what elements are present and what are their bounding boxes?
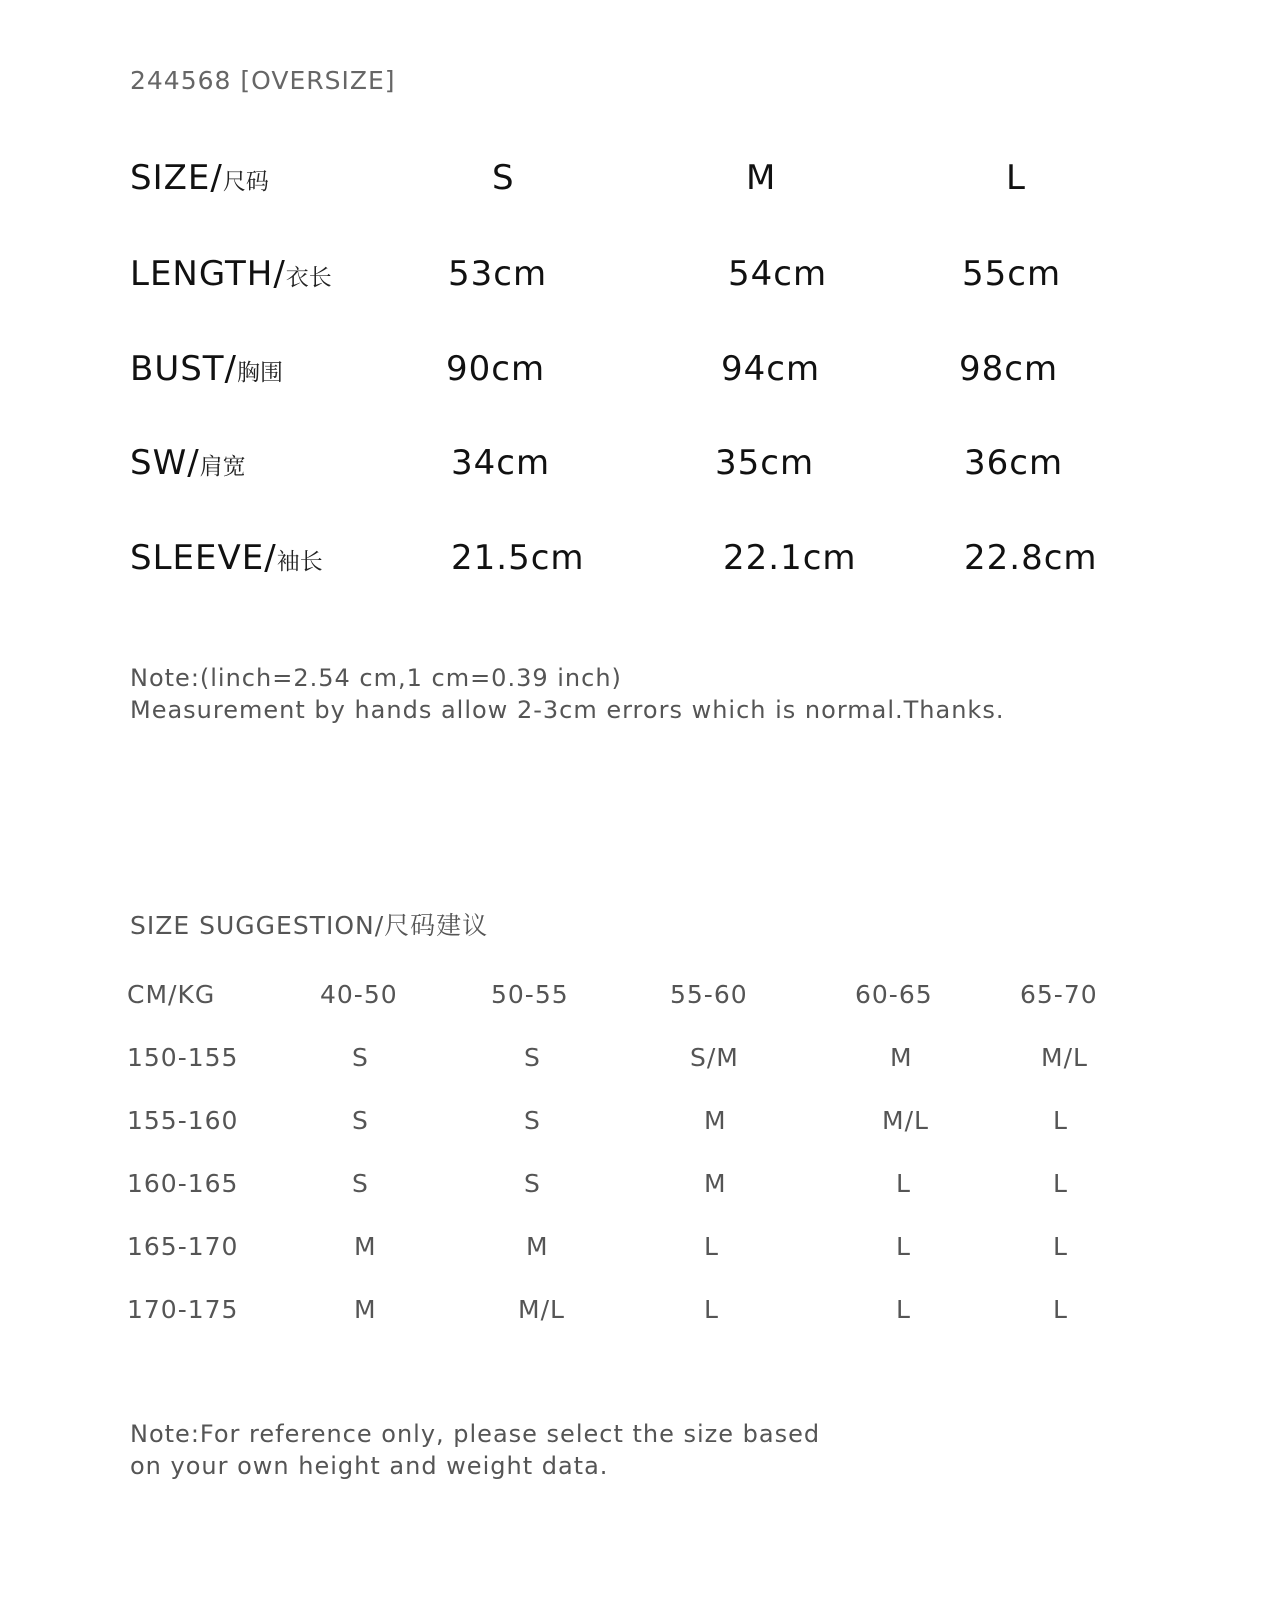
col-header-50-55: 50-55	[491, 980, 569, 1009]
label-en: SLEEVE/	[130, 538, 277, 578]
table-cell: L	[704, 1232, 719, 1261]
label-en: BUST/	[130, 349, 238, 389]
label-zh: 肩宽	[199, 454, 246, 480]
col-header-55-60: 55-60	[670, 980, 748, 1009]
sw-label	[130, 443, 246, 483]
size-s: S	[492, 158, 515, 198]
table-cell: M/L	[882, 1106, 929, 1135]
row-height: 160-165	[127, 1169, 239, 1198]
table-cell: S	[352, 1043, 369, 1072]
table-cell: M	[704, 1169, 727, 1198]
col-header-40-50: 40-50	[320, 980, 398, 1009]
reference-note-line1: Note:For reference only, please select the size based	[130, 1420, 821, 1448]
label-zh: 尺码	[222, 169, 269, 195]
label-en: SIZE/	[130, 158, 223, 198]
table-cell: L	[896, 1169, 911, 1198]
sw-m: 35cm	[715, 443, 815, 483]
label-en: LENGTH/	[130, 254, 286, 294]
table-cell: S	[524, 1043, 541, 1072]
row-height: 150-155	[127, 1043, 239, 1072]
table-cell: M	[704, 1106, 727, 1135]
table-cell: L	[1053, 1106, 1068, 1135]
table-cell: L	[704, 1295, 719, 1324]
table-cell: S	[524, 1169, 541, 1198]
length-label	[130, 254, 332, 294]
label-en: SW/	[130, 443, 200, 483]
sleeve-s: 21.5cm	[451, 538, 585, 578]
table-cell: M	[354, 1295, 377, 1324]
length-s: 53cm	[448, 254, 548, 294]
sleeve-m: 22.1cm	[723, 538, 857, 578]
table-cell: L	[1053, 1169, 1068, 1198]
sw-l: 36cm	[964, 443, 1064, 483]
measurement-note-line1: Note:(linch=2.54 cm,1 cm=0.39 inch)	[130, 664, 622, 692]
size-m: M	[746, 158, 777, 198]
bust-m: 94cm	[721, 349, 821, 389]
table-cell: S	[352, 1169, 369, 1198]
table-cell: L	[896, 1295, 911, 1324]
sw-s: 34cm	[451, 443, 551, 483]
col-header-60-65: 60-65	[855, 980, 933, 1009]
table-cell: M/L	[518, 1295, 565, 1324]
col-header-cmkg: CM/KG	[127, 980, 216, 1009]
size-header-label	[130, 158, 269, 198]
size-suggestion-title: SIZE SUGGESTION/尺码建议	[130, 911, 489, 940]
col-header-65-70: 65-70	[1020, 980, 1098, 1009]
table-cell: M	[354, 1232, 377, 1261]
label-zh: 胸围	[237, 360, 284, 386]
product-code: 244568 [OVERSIZE]	[130, 66, 396, 95]
table-cell: L	[1053, 1232, 1068, 1261]
table-cell: L	[1053, 1295, 1068, 1324]
length-l: 55cm	[962, 254, 1062, 294]
reference-note-line2: on your own height and weight data.	[130, 1452, 609, 1480]
measurement-note-line2: Measurement by hands allow 2-3cm errors which is normal.Thanks.	[130, 696, 1005, 724]
bust-l: 98cm	[959, 349, 1059, 389]
table-cell: S	[524, 1106, 541, 1135]
bust-label	[130, 349, 283, 389]
length-m: 54cm	[728, 254, 828, 294]
row-height: 155-160	[127, 1106, 239, 1135]
row-height: 170-175	[127, 1295, 239, 1324]
table-cell: M	[526, 1232, 549, 1261]
table-cell: L	[896, 1232, 911, 1261]
table-cell: M	[890, 1043, 913, 1072]
table-cell: S/M	[690, 1043, 739, 1072]
size-l: L	[1006, 158, 1026, 198]
label-zh: 衣长	[285, 265, 332, 291]
table-cell: M/L	[1041, 1043, 1088, 1072]
label-zh: 袖长	[276, 549, 323, 575]
table-cell: S	[352, 1106, 369, 1135]
sleeve-l: 22.8cm	[964, 538, 1098, 578]
row-height: 165-170	[127, 1232, 239, 1261]
sleeve-label	[130, 538, 323, 578]
bust-s: 90cm	[446, 349, 546, 389]
